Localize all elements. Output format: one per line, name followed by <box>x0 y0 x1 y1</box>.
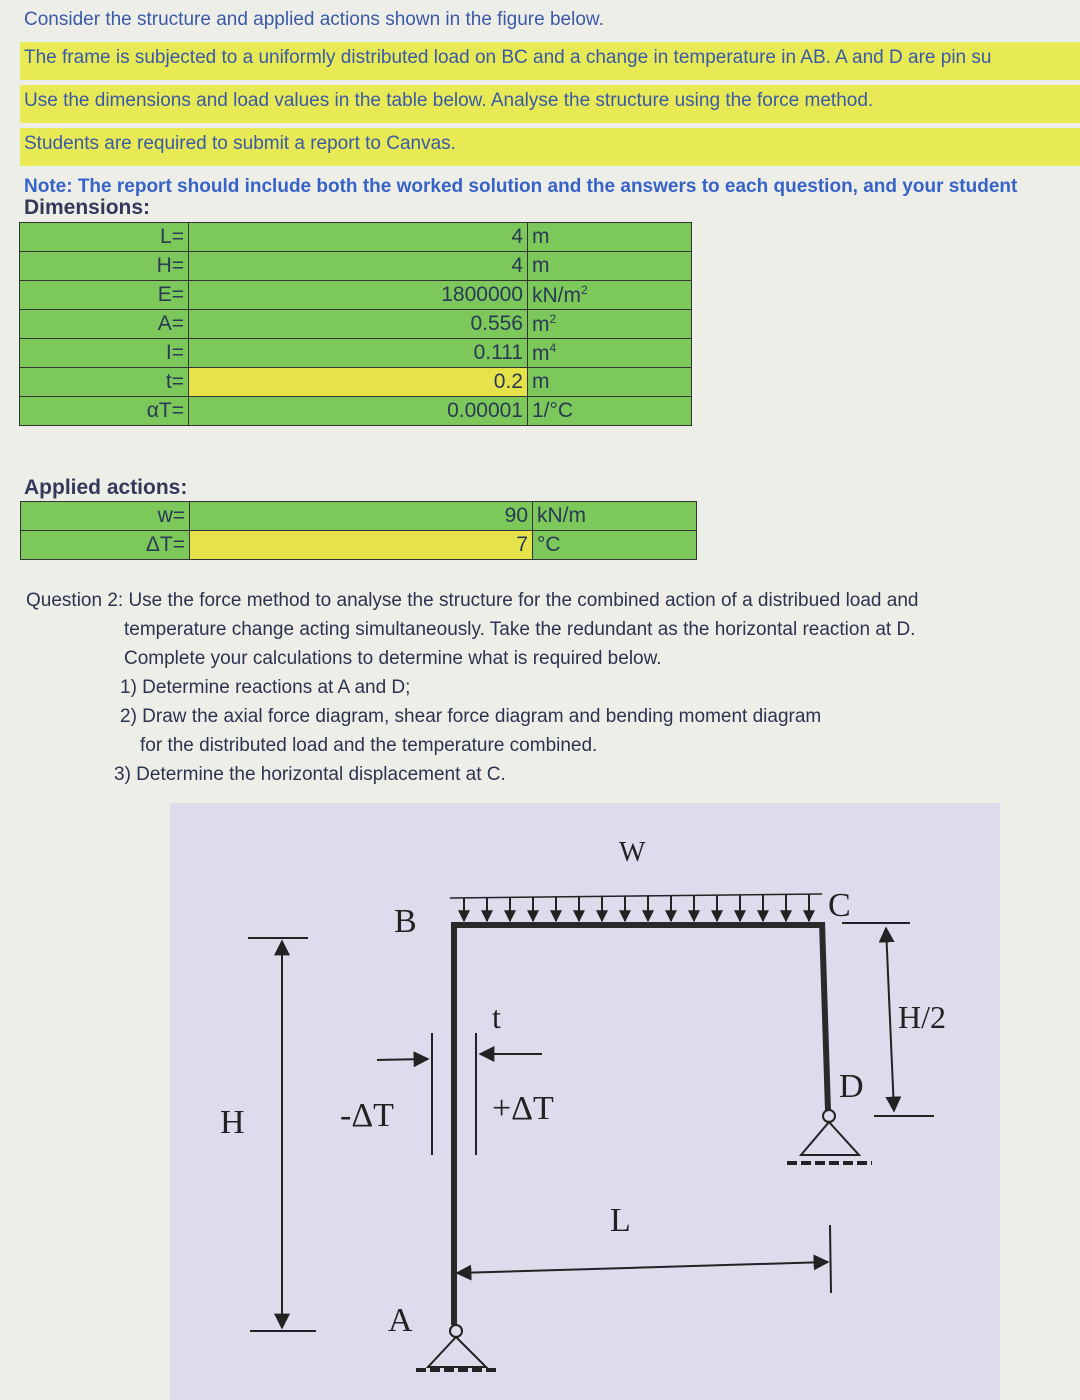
node-label-a: A <box>388 1302 413 1339</box>
dimensions-title: Dimensions: <box>24 196 151 219</box>
intro-line-1: Consider the structure and applied actions shown in the figure below. <box>24 9 604 30</box>
dimension-label-h: H <box>220 1104 245 1141</box>
action-unit: °C <box>533 531 697 560</box>
node-label-c: C <box>828 887 851 924</box>
action-value: 7 <box>190 531 533 560</box>
dimension-label-h-half: H/2 <box>898 999 946 1035</box>
table-row <box>20 310 692 339</box>
dim-label: I= <box>20 339 189 368</box>
table-row <box>21 502 697 531</box>
table-row <box>20 339 692 368</box>
column-cd <box>822 922 828 1111</box>
action-label: ΔT= <box>21 531 190 560</box>
intro-line-3: Use the dimensions and load values in the table below. Analyse the structure using the force method. <box>24 90 874 111</box>
temp-label-plus: +ΔT <box>492 1090 554 1127</box>
dim-value: 4 <box>189 223 528 252</box>
question-line: 2) Draw the axial force diagram, shear force diagram and bending moment diagram <box>120 706 822 727</box>
intro-text <box>20 4 1080 209</box>
dim-label: L= <box>20 223 189 252</box>
pin-support-a <box>416 1325 498 1370</box>
intro-line-2: The frame is subjected to a uniformly distributed load on BC and a change in temperature in AB. A and D are pin su <box>24 47 992 68</box>
table-row <box>20 368 692 397</box>
distributed-load-arrows <box>450 894 822 921</box>
node-label-b: B <box>394 903 417 940</box>
question-block <box>26 586 1066 789</box>
dim-unit: m <box>528 223 692 252</box>
dim-value: 0.2 <box>189 368 528 397</box>
pin-support-d <box>787 1110 872 1163</box>
action-unit: kN/m <box>533 502 697 531</box>
intro-note: Note: The report should include both the worked solution and the answers to each question, and your student <box>24 176 1018 197</box>
dim-unit: m <box>528 252 692 281</box>
load-label-w: W <box>619 837 646 868</box>
table-row <box>20 397 692 426</box>
dim-unit: 1/°C <box>528 397 692 426</box>
dim-value: 4 <box>189 252 528 281</box>
dim-unit: $m^4$ <box>528 339 692 368</box>
question-line: for the distributed load and the temperature combined. <box>140 735 598 756</box>
question-line: Question 2: Use the force method to analyse the structure for the combined action of a distribued load and <box>26 590 919 611</box>
question-line: 3) Determine the horizontal displacement at C. <box>114 764 506 785</box>
dimension-l <box>457 1225 831 1293</box>
dim-value: 0.111 <box>189 339 528 368</box>
dimension-h <box>248 938 316 1331</box>
dim-label: A= <box>20 310 189 339</box>
dim-label: E= <box>20 281 189 310</box>
frame-diagram <box>170 803 1000 1400</box>
node-label-d: D <box>839 1068 864 1105</box>
temp-label-minus: -ΔT <box>340 1097 394 1134</box>
dimension-label-l: L <box>610 1202 631 1239</box>
dimensions-table <box>19 222 692 426</box>
dim-value: 0.556 <box>189 310 528 339</box>
dim-unit: m <box>528 368 692 397</box>
dim-label: αT= <box>20 397 189 426</box>
table-row <box>20 223 692 252</box>
question-line: temperature change acting simultaneously. Take the redundant as the horizontal reaction at D. <box>124 619 916 640</box>
thickness-label-t: t <box>492 999 501 1035</box>
frame-figure <box>170 803 1000 1400</box>
actions-title: Applied actions: <box>24 476 188 499</box>
actions-table <box>20 501 697 560</box>
dim-label: H= <box>20 252 189 281</box>
question-line: 1) Determine reactions at A and D; <box>120 677 411 698</box>
dim-unit: $m^2$ <box>528 310 692 339</box>
action-value: 90 <box>190 502 533 531</box>
table-row <box>20 252 692 281</box>
action-label: w= <box>21 502 190 531</box>
dim-value: 0.00001 <box>189 397 528 426</box>
dim-value: 1800000 <box>189 281 528 310</box>
intro-line-4: Students are required to submit a report to Canvas. <box>24 133 456 154</box>
dim-unit: $kN/m^2$ <box>528 281 692 310</box>
table-row <box>20 281 692 310</box>
table-row <box>21 531 697 560</box>
dim-label: t= <box>20 368 189 397</box>
question-line: Complete your calculations to determine what is required below. <box>124 648 662 669</box>
